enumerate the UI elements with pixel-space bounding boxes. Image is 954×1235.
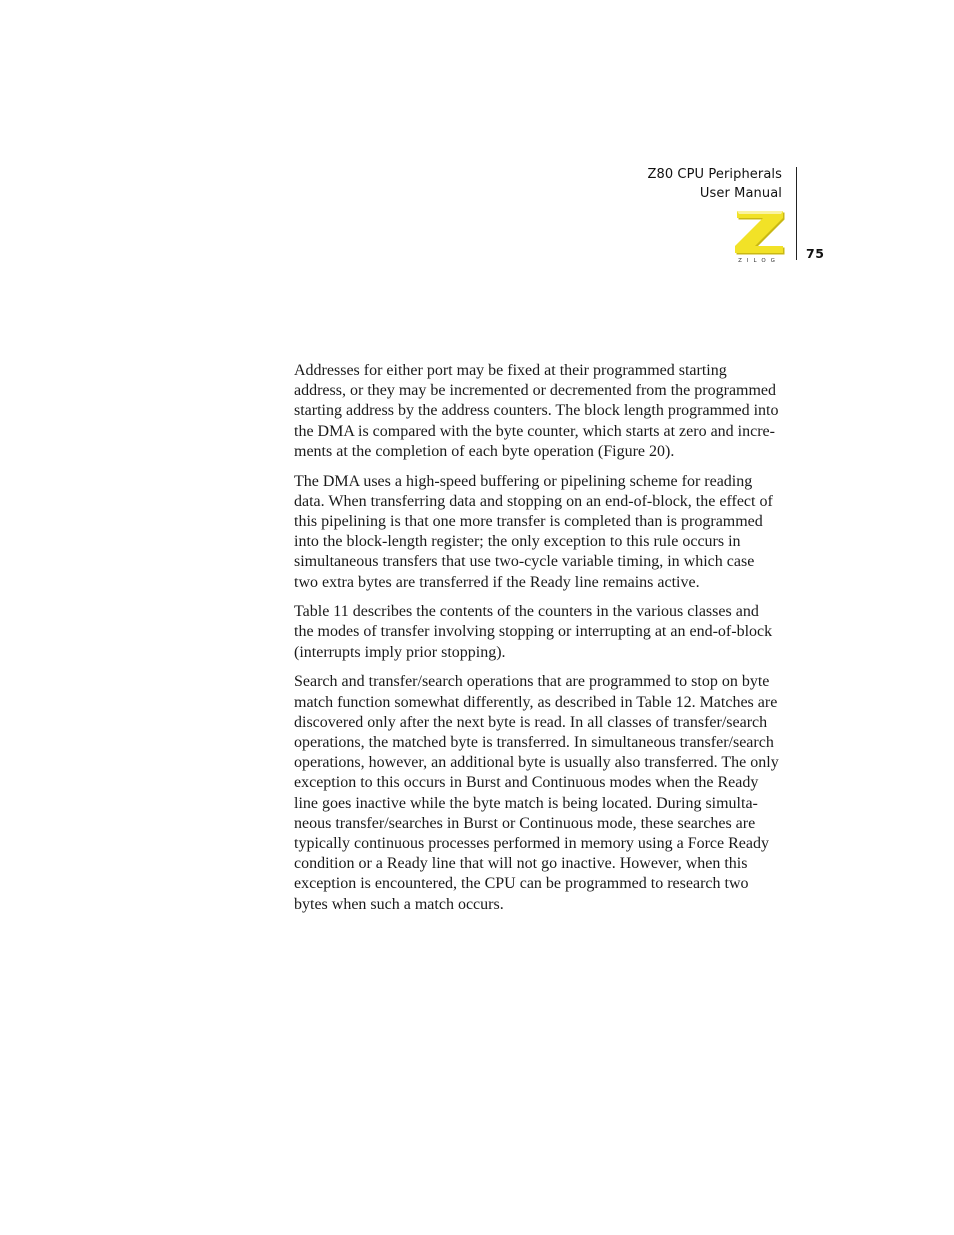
running-header bbox=[560, 165, 782, 203]
paragraph: The DMA uses a high-speed buffering or pipelining scheme for reading data. When transferring data and stopping on an end-of-block, the effect of this pipelining is that one more transfer is completed than is programmed into the block-length register; the only exception to this rule occurs in simultaneous transfers that use two-cycle variable timing, in which case two extra bytes are transferred if the Ready line remains active. bbox=[294, 472, 773, 591]
manual-title: Z80 CPU Peripherals bbox=[647, 167, 782, 182]
body-text bbox=[294, 361, 804, 924]
zilog-wordmark: ZILOG bbox=[738, 258, 780, 264]
paragraph: Addresses for either port may be fixed at their programmed starting address, or they may be incremented or decremented from the programmed starting address by the address counters. The block length programmed into the DMA is compared with the byte counter, which starts at zero and incre- ments at the completion of each byte operation (Figure 20). bbox=[294, 362, 779, 460]
header-divider bbox=[796, 167, 797, 260]
page-number: 75 bbox=[806, 246, 825, 261]
zilog-z-mark bbox=[735, 211, 785, 255]
paragraph: Search and transfer/search operations that are programmed to stop on byte match function somewhat differently, as described in Table 12. Matches are discovered only after the next byte is read. In all classes of transfer/search operations, the matched byte is transferred. In simultaneous transfer/search operations, however, an additional byte is usually also transferred. The only exception to this occurs in Burst and Continuous modes when the Ready line goes inactive while the byte match is being located. During simulta- neous transfer/searches in Burst or Continuous mode, these searches are typically continuous processes performed in memory using a Force Ready condition or a Ready line that will not go inactive. However, when this exception is encountered, the CPU can be programmed to research two bytes when such a match occurs. bbox=[294, 673, 779, 913]
manual-subtitle: User Manual bbox=[699, 186, 782, 201]
zilog-logo bbox=[731, 206, 785, 264]
paragraph: Table 11 describes the contents of the counters in the various classes and the modes of transfer involving stopping or interrupting at an end-of-block (interrupts imply prior stopping). bbox=[294, 603, 773, 661]
